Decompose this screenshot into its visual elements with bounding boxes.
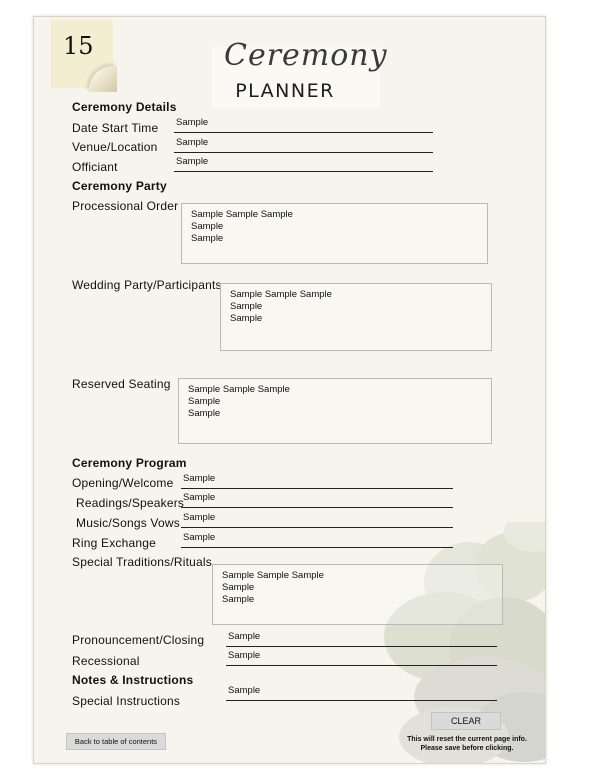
venue-location-field[interactable]: Sample (174, 135, 433, 153)
page-title-script: Ceremony (224, 38, 388, 73)
reserved-seating-box[interactable]: Sample Sample Sample Sample Sample (178, 378, 492, 444)
pronouncement-closing-field[interactable]: Sample (226, 629, 497, 647)
recessional-label: Recessional (72, 654, 140, 668)
readings-speakers-field[interactable]: Sample (181, 490, 453, 508)
opening-welcome-label: Opening/Welcome (72, 476, 174, 490)
officiant-field[interactable]: Sample (174, 154, 433, 172)
pronouncement-closing-label: Pronouncement/Closing (72, 633, 205, 647)
processional-order-box[interactable]: Sample Sample Sample Sample Sample (181, 203, 488, 264)
clear-warning-note (398, 735, 536, 753)
page-title-subtitle: PLANNER (235, 80, 335, 102)
special-instructions-label: Special Instructions (72, 694, 181, 708)
recessional-field[interactable]: Sample (226, 648, 497, 666)
section-notes-instructions: Notes & Instructions (72, 673, 194, 687)
clear-button[interactable]: CLEAR (431, 712, 501, 730)
ring-exchange-label: Ring Exchange (72, 536, 156, 550)
back-to-contents-button[interactable]: Back to table of contents (66, 733, 166, 750)
special-traditions-label: Special Traditions/Rituals (72, 555, 212, 569)
officiant-label: Officiant (72, 160, 118, 174)
special-instructions-field[interactable]: Sample (226, 683, 497, 701)
ring-exchange-field[interactable]: Sample (181, 530, 453, 548)
venue-location-label: Venue/Location (72, 140, 158, 154)
opening-welcome-field[interactable]: Sample (181, 471, 453, 489)
music-songs-vows-field[interactable]: Sample (181, 510, 453, 528)
date-start-time-field[interactable]: Sample (174, 115, 433, 133)
wedding-party-label: Wedding Party/Participants (72, 278, 222, 292)
section-ceremony-program: Ceremony Program (72, 456, 187, 470)
reserved-seating-label: Reserved Seating (72, 377, 171, 391)
special-traditions-box[interactable]: Sample Sample Sample Sample Sample (212, 564, 503, 625)
processional-order-label: Processional Order (72, 199, 179, 213)
section-ceremony-details: Ceremony Details (72, 100, 177, 114)
music-songs-vows-label: Music/Songs Vows (76, 516, 180, 530)
section-ceremony-party: Ceremony Party (72, 179, 167, 193)
date-start-time-label: Date Start Time (72, 121, 159, 135)
readings-speakers-label: Readings/Speakers (76, 496, 185, 510)
page-number: 15 (63, 32, 94, 60)
clear-warning-line-2: Please save before clicking. (420, 745, 514, 752)
wedding-party-box[interactable]: Sample Sample Sample Sample Sample (220, 283, 492, 351)
clear-warning-line-1: This will reset the current page info. (407, 736, 527, 743)
